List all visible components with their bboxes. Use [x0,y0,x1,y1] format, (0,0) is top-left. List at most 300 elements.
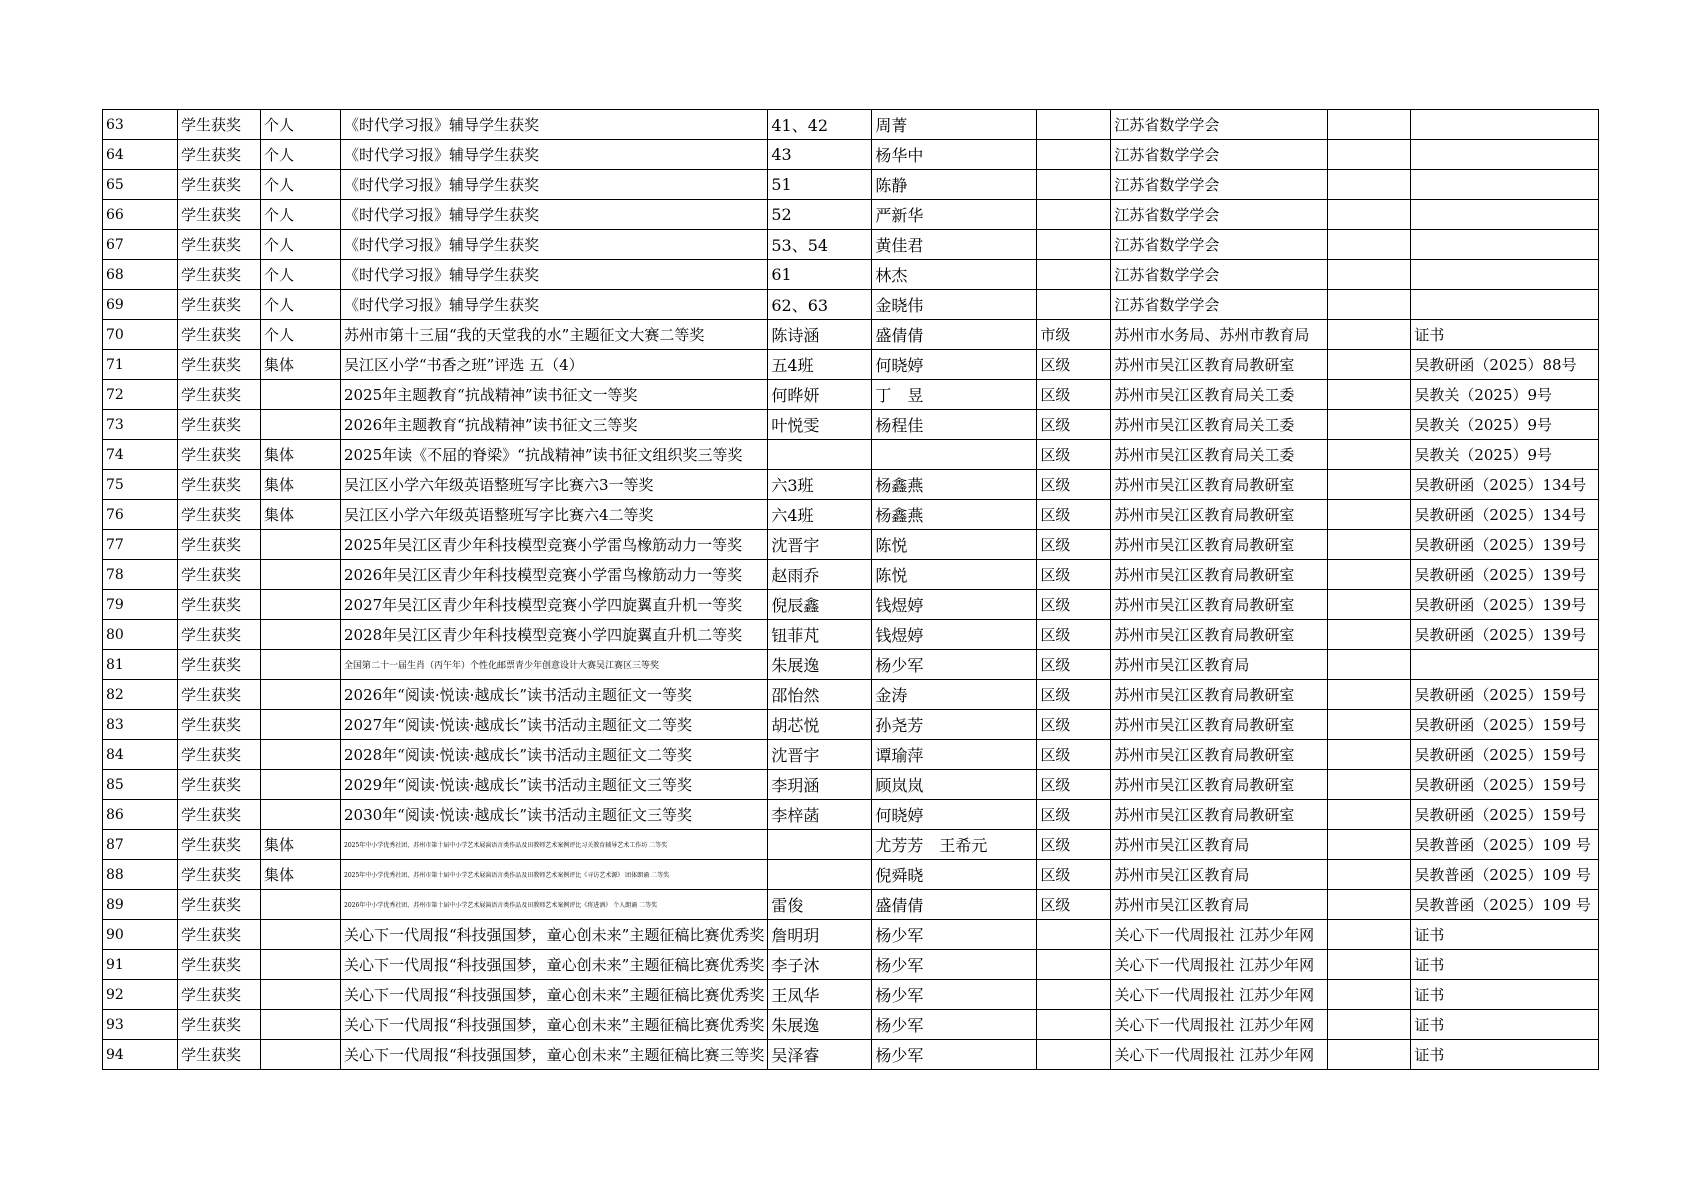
cell-student: 雷俊 [768,890,872,920]
cell-doc-number: 吴教关（2025）9号 [1411,410,1599,440]
cell-category: 学生获奖 [178,620,261,650]
cell-teacher: 陈静 [872,170,1037,200]
table-row [103,230,1599,260]
cell-category: 学生获奖 [178,440,261,470]
cell-category: 学生获奖 [178,920,261,950]
cell-level [1037,200,1111,230]
cell-type: 个人 [261,320,341,350]
cell-category: 学生获奖 [178,140,261,170]
cell-blank [1328,920,1411,950]
cell-teacher: 孙尧芳 [872,710,1037,740]
cell-category: 学生获奖 [178,110,261,140]
cell-issuer: 苏州市吴江区教育局 [1111,830,1328,860]
cell-doc-number: 证书 [1411,950,1599,980]
cell-issuer: 苏州市吴江区教育局关工委 [1111,440,1328,470]
cell-issuer: 苏州市水务局、苏州市教育局 [1111,320,1328,350]
cell-teacher: 杨少军 [872,980,1037,1010]
cell-doc-number: 吴教研函（2025）159号 [1411,770,1599,800]
cell-issuer: 苏州市吴江区教育局教研室 [1111,800,1328,830]
cell-teacher: 钱煜婷 [872,620,1037,650]
cell-teacher: 何晓婷 [872,350,1037,380]
cell-award-name: 2030年“阅读·悦读·越成长”读书活动主题征文三等奖 [341,800,768,830]
table-row [103,860,1599,890]
cell-teacher: 杨少军 [872,920,1037,950]
cell-level: 区级 [1037,380,1111,410]
cell-seq: 89 [103,890,178,920]
cell-doc-number [1411,110,1599,140]
cell-type [261,950,341,980]
cell-award-name: 苏州市第十三届“我的天堂我的水”主题征文大赛二等奖 [341,320,768,350]
cell-seq: 92 [103,980,178,1010]
cell-level [1037,950,1111,980]
cell-teacher: 钱煜婷 [872,590,1037,620]
cell-doc-number: 吴教研函（2025）159号 [1411,740,1599,770]
cell-teacher: 杨少军 [872,650,1037,680]
cell-seq: 71 [103,350,178,380]
cell-level [1037,230,1111,260]
table-row [103,650,1599,680]
cell-issuer: 苏州市吴江区教育局教研室 [1111,740,1328,770]
cell-award-name: 《时代学习报》辅导学生获奖 [341,110,768,140]
cell-category: 学生获奖 [178,560,261,590]
cell-issuer: 关心下一代周报社 江苏少年网 [1111,920,1328,950]
cell-student: 朱展逸 [768,1010,872,1040]
cell-student: 43 [768,140,872,170]
cell-award-name: 2026年吴江区青少年科技模型竞赛小学雷鸟橡筋动力一等奖 [341,560,768,590]
cell-blank [1328,950,1411,980]
cell-student: 邵怡然 [768,680,872,710]
cell-seq: 76 [103,500,178,530]
cell-award-name: 2025年读《不屈的脊梁》“抗战精神”读书征文组织奖三等奖 [341,440,768,470]
cell-blank [1328,830,1411,860]
cell-level: 区级 [1037,410,1111,440]
cell-category: 学生获奖 [178,470,261,500]
cell-blank [1328,740,1411,770]
cell-doc-number: 吴教研函（2025）134号 [1411,470,1599,500]
cell-level: 区级 [1037,680,1111,710]
cell-doc-number [1411,650,1599,680]
table-row [103,770,1599,800]
cell-category: 学生获奖 [178,260,261,290]
cell-level: 区级 [1037,830,1111,860]
cell-student: 吴泽睿 [768,1040,872,1070]
cell-blank [1328,650,1411,680]
cell-blank [1328,620,1411,650]
cell-level [1037,140,1111,170]
cell-level: 区级 [1037,650,1111,680]
cell-seq: 80 [103,620,178,650]
cell-blank [1328,500,1411,530]
cell-teacher: 周菁 [872,110,1037,140]
cell-category: 学生获奖 [178,680,261,710]
cell-seq: 79 [103,590,178,620]
cell-doc-number: 吴教关（2025）9号 [1411,440,1599,470]
cell-level [1037,260,1111,290]
cell-award-name: 2026年“阅读·悦读·越成长”读书活动主题征文一等奖 [341,680,768,710]
cell-type [261,770,341,800]
cell-blank [1328,770,1411,800]
cell-student: 李梓菡 [768,800,872,830]
cell-doc-number: 证书 [1411,320,1599,350]
cell-blank [1328,1040,1411,1070]
cell-category: 学生获奖 [178,860,261,890]
cell-award-name: 《时代学习报》辅导学生获奖 [341,140,768,170]
cell-blank [1328,290,1411,320]
cell-blank [1328,1010,1411,1040]
cell-level [1037,920,1111,950]
table-body [103,110,1599,1070]
cell-award-name: 2026年中小学优秀社团、苏州市第十届中小学艺术展演语言类作品及田教师艺术案例评比《将进酒》 个人朗诵 二等奖 [341,890,768,920]
cell-seq: 87 [103,830,178,860]
cell-issuer: 苏州市吴江区教育局教研室 [1111,770,1328,800]
cell-seq: 66 [103,200,178,230]
cell-issuer: 江苏省数学学会 [1111,140,1328,170]
table-row [103,590,1599,620]
cell-teacher: 严新华 [872,200,1037,230]
cell-teacher: 盛倩倩 [872,320,1037,350]
cell-seq: 65 [103,170,178,200]
cell-student: 五4班 [768,350,872,380]
cell-blank [1328,890,1411,920]
cell-seq: 64 [103,140,178,170]
cell-teacher: 倪舜晓 [872,860,1037,890]
cell-doc-number: 吴教关（2025）9号 [1411,380,1599,410]
cell-seq: 86 [103,800,178,830]
cell-award-name: 《时代学习报》辅导学生获奖 [341,290,768,320]
cell-blank [1328,440,1411,470]
cell-student: 叶悦雯 [768,410,872,440]
cell-award-name: 《时代学习报》辅导学生获奖 [341,230,768,260]
cell-category: 学生获奖 [178,980,261,1010]
cell-category: 学生获奖 [178,650,261,680]
cell-award-name: 2028年“阅读·悦读·越成长”读书活动主题征文二等奖 [341,740,768,770]
cell-student: 62、63 [768,290,872,320]
table-row [103,890,1599,920]
cell-blank [1328,140,1411,170]
cell-award-name: 全国第二十一届生肖（丙午年）个性化邮票青少年创意设计大赛吴江赛区三等奖 [341,650,768,680]
cell-blank [1328,710,1411,740]
cell-blank [1328,470,1411,500]
cell-level [1037,1040,1111,1070]
cell-teacher: 顾岚岚 [872,770,1037,800]
cell-type: 集体 [261,440,341,470]
table-row [103,140,1599,170]
cell-level: 市级 [1037,320,1111,350]
cell-student: 钮菲芃 [768,620,872,650]
cell-doc-number: 吴教研函（2025）159号 [1411,680,1599,710]
cell-type [261,800,341,830]
cell-level: 区级 [1037,770,1111,800]
cell-type [261,650,341,680]
cell-seq: 73 [103,410,178,440]
cell-blank [1328,320,1411,350]
table-row [103,710,1599,740]
cell-level: 区级 [1037,500,1111,530]
cell-award-name: 2029年“阅读·悦读·越成长”读书活动主题征文三等奖 [341,770,768,800]
cell-doc-number: 证书 [1411,1010,1599,1040]
cell-blank [1328,590,1411,620]
cell-type: 个人 [261,230,341,260]
cell-seq: 84 [103,740,178,770]
cell-award-name: 关心下一代周报“科技强国梦，童心创未来”主题征稿比赛优秀奖 [341,1010,768,1040]
table-row [103,620,1599,650]
cell-type: 个人 [261,200,341,230]
cell-doc-number: 吴教普函（2025）109 号 [1411,830,1599,860]
cell-type: 集体 [261,500,341,530]
cell-doc-number: 证书 [1411,1040,1599,1070]
cell-category: 学生获奖 [178,500,261,530]
cell-seq: 72 [103,380,178,410]
cell-type [261,560,341,590]
cell-teacher: 盛倩倩 [872,890,1037,920]
cell-seq: 63 [103,110,178,140]
cell-type: 集体 [261,350,341,380]
cell-doc-number: 吴教研函（2025）139号 [1411,530,1599,560]
cell-teacher: 杨少军 [872,950,1037,980]
cell-level: 区级 [1037,470,1111,500]
cell-seq: 90 [103,920,178,950]
cell-level: 区级 [1037,860,1111,890]
cell-seq: 81 [103,650,178,680]
cell-issuer: 苏州市吴江区教育局教研室 [1111,530,1328,560]
table-row [103,110,1599,140]
cell-category: 学生获奖 [178,770,261,800]
cell-issuer: 苏州市吴江区教育局教研室 [1111,680,1328,710]
cell-blank [1328,110,1411,140]
cell-category: 学生获奖 [178,170,261,200]
cell-student: 倪辰鑫 [768,590,872,620]
cell-category: 学生获奖 [178,200,261,230]
cell-teacher: 何晓婷 [872,800,1037,830]
cell-doc-number [1411,290,1599,320]
cell-issuer: 江苏省数学学会 [1111,290,1328,320]
cell-teacher: 杨程佳 [872,410,1037,440]
cell-blank [1328,260,1411,290]
cell-award-name: 关心下一代周报“科技强国梦，童心创未来”主题征稿比赛优秀奖 [341,920,768,950]
cell-doc-number [1411,170,1599,200]
cell-doc-number: 证书 [1411,980,1599,1010]
cell-level: 区级 [1037,620,1111,650]
cell-issuer: 苏州市吴江区教育局教研室 [1111,590,1328,620]
cell-teacher: 杨少军 [872,1040,1037,1070]
cell-type [261,890,341,920]
cell-category: 学生获奖 [178,290,261,320]
cell-student [768,830,872,860]
table-row [103,470,1599,500]
cell-blank [1328,200,1411,230]
cell-type: 集体 [261,830,341,860]
cell-student [768,440,872,470]
cell-issuer: 苏州市吴江区教育局关工委 [1111,410,1328,440]
cell-doc-number: 吴教研函（2025）134号 [1411,500,1599,530]
cell-type: 个人 [261,170,341,200]
cell-issuer: 苏州市吴江区教育局教研室 [1111,560,1328,590]
cell-level: 区级 [1037,350,1111,380]
cell-type: 个人 [261,260,341,290]
table-row [103,170,1599,200]
cell-seq: 68 [103,260,178,290]
cell-teacher: 黄佳君 [872,230,1037,260]
table-row [103,200,1599,230]
cell-teacher: 林杰 [872,260,1037,290]
cell-seq: 69 [103,290,178,320]
cell-level: 区级 [1037,800,1111,830]
cell-blank [1328,230,1411,260]
table-row [103,410,1599,440]
cell-level [1037,980,1111,1010]
cell-award-name: 《时代学习报》辅导学生获奖 [341,260,768,290]
cell-student: 何晔妍 [768,380,872,410]
cell-category: 学生获奖 [178,950,261,980]
cell-category: 学生获奖 [178,1010,261,1040]
cell-level [1037,170,1111,200]
cell-issuer: 苏州市吴江区教育局 [1111,860,1328,890]
cell-student: 赵雨乔 [768,560,872,590]
cell-award-name: 吴江区小学六年级英语整班写字比赛六3一等奖 [341,470,768,500]
cell-seq: 91 [103,950,178,980]
cell-type: 个人 [261,290,341,320]
cell-doc-number: 证书 [1411,920,1599,950]
table-row [103,980,1599,1010]
cell-doc-number: 吴教普函（2025）109 号 [1411,890,1599,920]
cell-student: 王凤华 [768,980,872,1010]
table-row [103,380,1599,410]
cell-category: 学生获奖 [178,800,261,830]
cell-issuer: 江苏省数学学会 [1111,200,1328,230]
cell-blank [1328,560,1411,590]
cell-student: 胡芯悦 [768,710,872,740]
table-row [103,530,1599,560]
cell-blank [1328,530,1411,560]
cell-type [261,980,341,1010]
cell-type [261,740,341,770]
cell-teacher: 杨鑫燕 [872,500,1037,530]
cell-category: 学生获奖 [178,710,261,740]
cell-award-name: 2028年吴江区青少年科技模型竞赛小学四旋翼直升机二等奖 [341,620,768,650]
cell-issuer: 苏州市吴江区教育局 [1111,890,1328,920]
cell-category: 学生获奖 [178,350,261,380]
table-row [103,1010,1599,1040]
cell-issuer: 苏州市吴江区教育局关工委 [1111,380,1328,410]
cell-doc-number [1411,200,1599,230]
cell-award-name: 2026年主题教育“抗战精神”读书征文三等奖 [341,410,768,440]
cell-type [261,410,341,440]
cell-doc-number [1411,260,1599,290]
cell-type [261,590,341,620]
cell-type [261,530,341,560]
cell-blank [1328,170,1411,200]
cell-award-name: 《时代学习报》辅导学生获奖 [341,170,768,200]
cell-issuer: 苏州市吴江区教育局教研室 [1111,620,1328,650]
cell-type [261,1040,341,1070]
cell-level: 区级 [1037,590,1111,620]
cell-award-name: 吴江区小学六年级英语整班写字比赛六4二等奖 [341,500,768,530]
cell-blank [1328,980,1411,1010]
cell-award-name: 关心下一代周报“科技强国梦，童心创未来”主题征稿比赛三等奖 [341,1040,768,1070]
cell-teacher: 杨少军 [872,1010,1037,1040]
cell-seq: 82 [103,680,178,710]
cell-doc-number: 吴教研函（2025）159号 [1411,800,1599,830]
cell-issuer: 江苏省数学学会 [1111,110,1328,140]
cell-category: 学生获奖 [178,830,261,860]
cell-type [261,380,341,410]
cell-issuer: 关心下一代周报社 江苏少年网 [1111,980,1328,1010]
cell-type [261,620,341,650]
table-row [103,680,1599,710]
cell-doc-number: 吴教研函（2025）139号 [1411,620,1599,650]
cell-issuer: 苏州市吴江区教育局教研室 [1111,470,1328,500]
cell-category: 学生获奖 [178,410,261,440]
cell-type: 集体 [261,470,341,500]
cell-doc-number [1411,230,1599,260]
table-row [103,260,1599,290]
cell-issuer: 江苏省数学学会 [1111,260,1328,290]
cell-blank [1328,380,1411,410]
cell-student: 沈晋宇 [768,740,872,770]
cell-level: 区级 [1037,560,1111,590]
cell-blank [1328,800,1411,830]
cell-type [261,1010,341,1040]
cell-category: 学生获奖 [178,380,261,410]
cell-doc-number: 吴教普函（2025）109 号 [1411,860,1599,890]
cell-student: 朱展逸 [768,650,872,680]
cell-blank [1328,860,1411,890]
cell-doc-number [1411,140,1599,170]
cell-award-name: 关心下一代周报“科技强国梦，童心创未来”主题征稿比赛优秀奖 [341,950,768,980]
cell-seq: 67 [103,230,178,260]
cell-level: 区级 [1037,740,1111,770]
cell-seq: 77 [103,530,178,560]
cell-award-name: 2025年主题教育“抗战精神”读书征文一等奖 [341,380,768,410]
cell-student: 六4班 [768,500,872,530]
cell-issuer: 关心下一代周报社 江苏少年网 [1111,1040,1328,1070]
cell-teacher: 丁 昱 [872,380,1037,410]
cell-seq: 85 [103,770,178,800]
cell-student: 61 [768,260,872,290]
cell-seq: 70 [103,320,178,350]
table-row [103,1040,1599,1070]
cell-student: 51 [768,170,872,200]
table-row [103,800,1599,830]
cell-teacher: 杨华中 [872,140,1037,170]
cell-type: 个人 [261,110,341,140]
cell-student: 陈诗涵 [768,320,872,350]
cell-student: 李玥涵 [768,770,872,800]
cell-teacher: 杨鑫燕 [872,470,1037,500]
cell-award-name: 关心下一代周报“科技强国梦，童心创未来”主题征稿比赛优秀奖 [341,980,768,1010]
cell-issuer: 苏州市吴江区教育局 [1111,650,1328,680]
cell-category: 学生获奖 [178,530,261,560]
cell-award-name: 吴江区小学“书香之班”评选 五（4） [341,350,768,380]
cell-award-name: 2027年吴江区青少年科技模型竞赛小学四旋翼直升机一等奖 [341,590,768,620]
cell-seq: 93 [103,1010,178,1040]
cell-issuer: 江苏省数学学会 [1111,230,1328,260]
cell-category: 学生获奖 [178,320,261,350]
cell-student: 六3班 [768,470,872,500]
cell-doc-number: 吴教研函（2025）139号 [1411,590,1599,620]
cell-teacher: 谭瑜萍 [872,740,1037,770]
cell-category: 学生获奖 [178,740,261,770]
cell-student: 41、42 [768,110,872,140]
cell-award-name: 2027年“阅读·悦读·越成长”读书活动主题征文二等奖 [341,710,768,740]
table-row [103,440,1599,470]
cell-student: 沈晋宇 [768,530,872,560]
cell-level [1037,110,1111,140]
cell-seq: 83 [103,710,178,740]
cell-category: 学生获奖 [178,230,261,260]
table-row [103,830,1599,860]
cell-type [261,710,341,740]
